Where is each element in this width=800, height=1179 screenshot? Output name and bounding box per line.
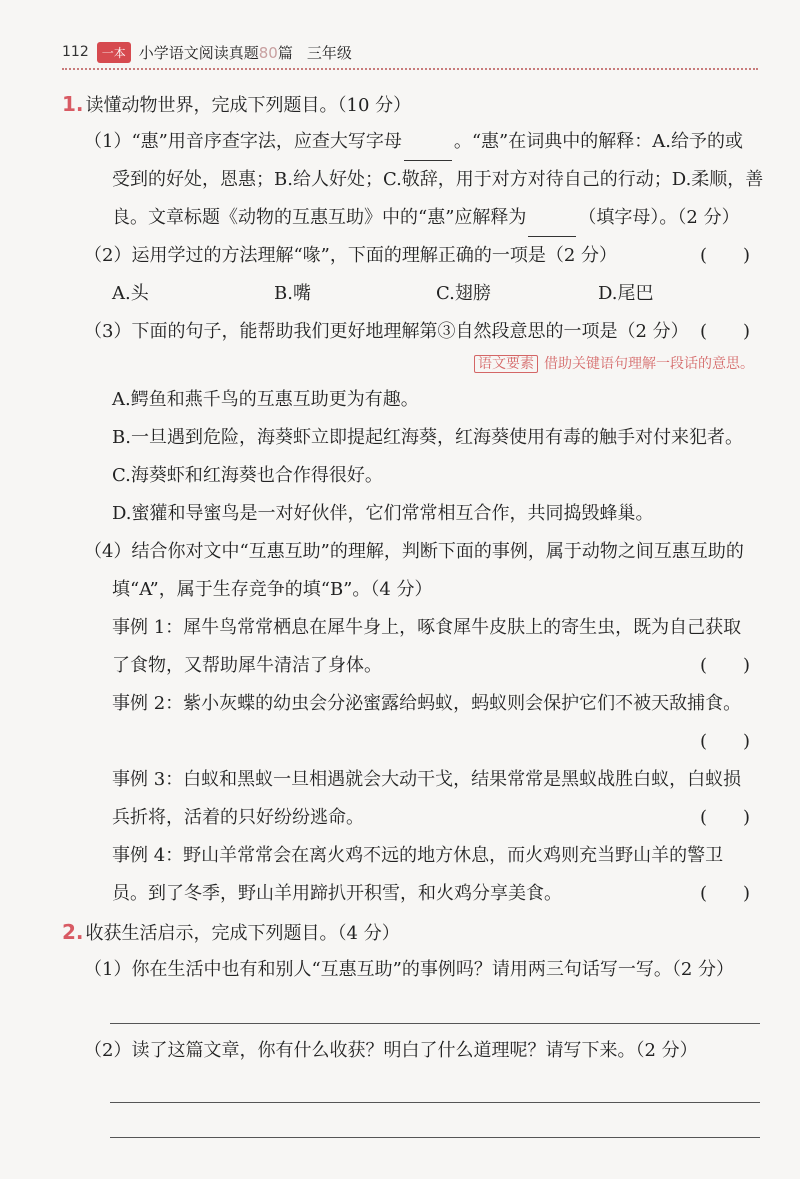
q1-3-option-a: A.鳄鱼和燕千鸟的互惠互助更为有趣。 — [112, 389, 419, 410]
q1-3-stem: （3）下面的句子，能帮助我们更好地理解第③自然段意思的一项是（2 分） ( ) — [62, 313, 760, 351]
answer-line[interactable] — [110, 1137, 760, 1138]
example-4-line2: 员。到了冬季，野山羊用蹄扒开积雪，和火鸡分享美食。 ( ) — [62, 875, 760, 913]
page-header — [62, 40, 352, 64]
page-number: 112 — [62, 44, 89, 60]
example-1-line2: 了食物，又帮助犀牛清洁了身体。 ( ) — [62, 647, 760, 685]
page-content — [62, 85, 764, 1138]
example-4-line1: 事例 4：野山羊常常会在离火鸡不远的地方休息，而火鸡则充当野山羊的警卫 — [112, 845, 724, 866]
q1-3-option-b: B.一旦遇到危险，海葵虾立即提起红海葵，红海葵使用有毒的触手对付来犯者。 — [112, 427, 743, 448]
grade-label: 三年级 — [306, 43, 352, 62]
tag-label: 语文要素 — [474, 355, 538, 373]
q1-2-options — [62, 275, 760, 313]
question-1-title: 1. 读懂动物世界，完成下列题目。（10 分） — [62, 92, 412, 116]
question-2-title: 2. 收获生活启示，完成下列题目。（4 分） — [62, 920, 400, 944]
answer-paren[interactable]: ( ) — [699, 321, 750, 342]
example-2-line1: 事例 2：紫小灰蝶的幼虫会分泌蜜露给蚂蚁，蚂蚁则会保护它们不被天敌捕食。 — [112, 693, 742, 714]
q1-3-option-d: D.蜜獾和导蜜鸟是一对好伙伴，它们常常相互合作，共同捣毁蜂巢。 — [112, 503, 654, 524]
example-2-paren-line — [62, 723, 760, 761]
answer-blank[interactable] — [404, 138, 452, 161]
example-1-line1: 事例 1：犀牛鸟常常栖息在犀牛身上，啄食犀牛皮肤上的寄生虫，既为自己获取 — [112, 617, 742, 638]
answer-blank[interactable] — [528, 214, 576, 237]
q2-2-stem: （2）读了这篇文章，你有什么收获？明白了什么道理呢？请写下来。（2 分） — [84, 1040, 698, 1061]
example-3-line1: 事例 3：白蚁和黑蚁一旦相遇就会大动干戈，结果常常是黑蚁战胜白蚁，白蚁损 — [112, 769, 742, 790]
publisher-logo: 一本 — [97, 42, 131, 63]
example-3-line2: 兵折将，活着的只好纷纷逃命。 ( ) — [62, 799, 760, 837]
q1-4-line2: 填“A”，属于生存竞争的填“B”。（4 分） — [112, 579, 433, 600]
header-divider — [62, 68, 758, 70]
q1-3-option-c: C.海葵虾和红海葵也合作得很好。 — [112, 465, 383, 486]
option-c: C.翅膀 — [436, 283, 491, 304]
q1-1-line3: 良。文章标题《动物的互惠互助》中的“惠”应解释为 （填字母）。（2 分） — [62, 199, 760, 237]
option-d: D.尾巴 — [598, 283, 654, 304]
option-a: A.头 — [112, 283, 149, 304]
q1-1-line1: （1）“惠”用音序查字法，应查大写字母 。“惠”在词典中的解释：A.给予的或 — [62, 123, 760, 161]
q1-4-line1: （4）结合你对文中“互惠互助”的理解，判断下面的事例，属于动物之间互惠互助的 — [84, 541, 744, 562]
book-title: 小学语文阅读真题80篇 — [138, 43, 293, 62]
answer-paren[interactable]: ( ) — [699, 807, 750, 828]
answer-paren[interactable]: ( ) — [699, 245, 750, 266]
chinese-element-tag — [62, 351, 760, 381]
q1-2-stem: （2）运用学过的方法理解“喙”，下面的理解正确的一项是（2 分） ( ) — [62, 237, 760, 275]
q1-1-line2: 受到的好处，恩惠；B.给人好处；C.敬辞，用于对方对待自己的行动；D.柔顺，善 — [112, 169, 764, 190]
q2-1-stem: （1）你在生活中也有和别人“互惠互助”的事例吗？请用两三句话写一写。（2 分） — [84, 959, 735, 980]
tag-text: 借助关键语句理解一段话的意思。 — [544, 356, 754, 372]
answer-paren[interactable]: ( ) — [699, 883, 750, 904]
option-b: B.嘴 — [274, 283, 311, 304]
answer-paren[interactable]: ( ) — [699, 655, 750, 676]
answer-paren[interactable]: ( ) — [699, 731, 750, 752]
